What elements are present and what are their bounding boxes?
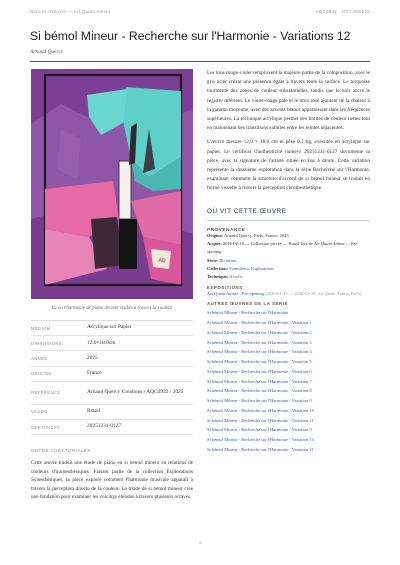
series-link[interactable]: Si bémol Mineur - Recherche sur l'Harmonie - Variation 5 [207,359,312,365]
meta-value: 2025 [87,354,98,361]
artist-name: Arnaud Quercy [30,49,64,55]
description-paragraph: L'œuvre mesure 12,0 × 18,0 cm et pèse 0,1 kg, exécutée en acrylique sur papier. Le certificat d'authenticité numéro 20251231-0127 documente la pièce, avec la signature de l'artiste située en bas à droite. Cette variation représente la douzième exploration dans la série Recherche sur l'Harmonie, examinant comment la structure d'accord de si bémol mineur se traduit en forme visuelle à travers la perception chromesthétique. [207,139,370,192]
meta-key: ANNÉE [31,355,48,361]
series-link[interactable]: Si bémol Mineur - Recherche sur l'Harmonie - Variation 1 [207,320,312,326]
technique-label: Technique: [207,274,229,280]
serie-label: Série: [207,257,219,263]
acquired-event: Art Quam Anima — Pre-opening [207,240,359,255]
series-link[interactable]: Si bémol Mineur - Recherche sur l'Harmonie [207,310,289,316]
meta-key: ORIGINE [31,371,52,377]
series-link[interactable]: Si bémol Mineur - Recherche sur l'Harmonie - Variation 9 [207,398,312,404]
meta-value: Arnaud Quercy Creations / AQC0932 / 2025 [87,389,184,395]
meta-value: Acrylique sur Papier [87,324,132,331]
meta-row-medium [31,321,193,336]
provenance-heading: PROVENANCE [207,226,246,232]
meta-value: 20251231-0127 [87,423,122,430]
where-heading: OÙ VIT CETTE ŒUVRE [207,207,287,215]
exhibition-dates: (2026-01-15 — 2026-01-26, Art Quam Anima, Paris) [265,291,362,297]
series-link[interactable]: Si bémol Mineur - Recherche sur l'Harmonie - Variation 2 [207,329,312,335]
series-link[interactable]: Si bémol Mineur - Recherche sur l'Harmonie - Variation 6 [207,368,312,374]
provenance-technique [207,273,370,281]
meta-row-reference [31,382,193,405]
series-link[interactable]: Si bémol Mineur - Recherche sur l'Harmonie - Variation 9 [207,427,312,433]
where-divider [207,220,370,221]
meta-key: MÉDIUM [31,325,51,331]
series-link[interactable]: Si bémol Mineur - Recherche sur l'Harmonie - Variation 11 [207,417,314,423]
curatorial-notes-text: Cette œuvre traduit une étude de piano en si bémol mineur en relations de couleurs chromesthésiques. Faisant partie de la collection Explorations Synesthétiques, la pièce explore comment l'harmonie musicale apparaît à travers la perception directe de la couleur. La triade de si bémol mineur crée une fondation pour examiner les voicings étendus à travers plusieurs octaves. [31,460,193,500]
origin-value: Arnaud Quercy, Paris, France, 2025 [224,232,289,238]
exhibition-link[interactable]: Art Quam Anima - Pre-opening [207,291,264,297]
artwork-image [31,69,193,299]
series-heading: AUTRES ŒUVRES DE LA SÉRIE [207,301,288,307]
meta-key: RÉFÉRENCE [31,390,61,396]
description-column [207,69,370,455]
meta-row-origin [31,367,193,382]
origin-label: Origine: [207,232,224,238]
artwork-painting [31,69,193,299]
running-header-right: AQC0932 · NTC-990528 [315,9,370,14]
provenance-origin [207,232,370,240]
description-paragraph: Les tons rouge-violet remplissent la majeure partie de la composition, avec le gris acier créant une présence égale à travers toute la surface. Le turquoise tourmente des zones de couleur substantielles, tandis que le noir ancre le registre inférieur. Le violet-rouge pâle et le brun rosé ajoutent de la chaleur à la gamme moyenne, avec des accents blancs apparaissant dans les fréquences supérieures. La technique acrylique permet des limites de couleur nettes tout en maintenant des transitions subtiles entre les teintes adjacentes. [207,70,370,132]
page-number: 2 [198,540,202,545]
series-link[interactable]: Si bémol Mineur - Recherche sur l'Harmonie - Variation 11 [207,446,314,452]
curatorial-notes-heading: NOTES CURATORIALES [31,448,91,453]
exhibition-item [207,290,370,298]
meta-row-certificate [31,420,193,435]
meta-key: VENDU [31,409,48,415]
series-link[interactable]: Si bémol Mineur - Recherche sur l'Harmonie - Variation 10 [207,407,314,413]
collection-link[interactable]: Synesthetic Explorations [229,265,274,271]
series-list [207,308,370,454]
acquired-value: 2026-02-18 — Collection privée — Brazil lors de [222,240,314,246]
meta-value: Brazil [87,408,101,415]
collection-label: Collection: [207,265,228,271]
exhibitions-heading: EXPOSITIONS [207,285,243,291]
running-header-left: Notices d'œuvre — Art Quam Anima [30,9,111,14]
provenance-collection [207,265,370,273]
running-header [30,9,370,19]
series-link[interactable]: Si bémol Mineur - Recherche sur l'Harmonie - Variation 8 [207,388,312,394]
series-link[interactable]: Si bémol Mineur - Recherche sur l'Harmonie - Variation 4 [207,349,312,355]
serie-link[interactable]: Bb minor [219,257,237,263]
series-link[interactable]: Si bémol Mineur - Recherche sur l'Harmonie - Variation 3 [207,339,312,345]
meta-row-dimensions [31,336,193,351]
meta-row-year [31,351,193,366]
meta-value: France [87,369,102,376]
technique-link[interactable]: Acrylic [229,274,243,280]
artwork-caption: Là où l'harmonie de piano devient visible à travers la couleur [51,306,173,311]
title-divider [30,61,370,62]
meta-key: DIMENSIONS [31,340,62,346]
provenance-serie [207,257,370,265]
metadata-table [31,320,193,435]
meta-key: CERTIFICAT [31,424,60,430]
series-link[interactable]: Si bémol Mineur - Recherche sur l'Harmonie - Variation 10 [207,437,314,443]
artwork-signature: AQ [158,258,166,264]
meta-row-sold [31,405,193,420]
page-title: Si bémol Mineur - Recherche sur l'Harmonie - Variations 12 [30,29,351,43]
meta-value: 12.0×18.0cm [87,339,116,346]
series-link[interactable]: Si bémol Mineur - Recherche sur l'Harmonie - Variation 7 [207,378,312,384]
provenance-acquired [207,240,370,257]
acquired-label: Acquis: [207,240,222,246]
